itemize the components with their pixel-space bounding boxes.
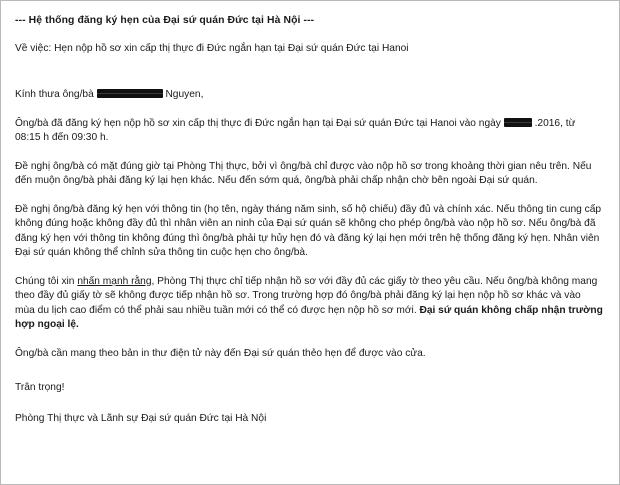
document-header: --- Hệ thống đăng ký hẹn của Đại sứ quán Đức tại Hà Nội ---: [15, 15, 315, 26]
emphasis-underlined-text: nhấn mạnh rằng: [77, 275, 152, 287]
bring-printout-paragraph: Ông/bà cần mang theo bản in thư điện tử này đến Đại sứ quán thẻo hẹn để được vào cửa.: [15, 347, 426, 359]
greeting-suffix: Nguyen,: [165, 89, 204, 101]
regards-line: Trân trọng!: [15, 382, 65, 394]
redacted-date-block: [504, 118, 532, 127]
punctuality-paragraph: Đề nghị ông/bà có mặt đúng giờ tại Phòng Thị thực, bởi vì ông/bà chỉ được vào nộp hồ sơ trong khoảng thời gian nêu trên. Nếu đến muộn ông/bà phải đăng ký lại hẹn khác. Nếu đến sớm quá, ông/bà phải chấp nhận chờ bên ngoài Đại sứ quán.: [15, 160, 592, 187]
greeting-line: [15, 88, 603, 102]
appointment-paragraph: [15, 117, 603, 146]
document-subject: Về việc: Hẹn nộp hồ sơ xin cấp thị thực đi Đức ngắn hạn tại Đại sứ quán Đức tại Hanoi: [15, 42, 409, 54]
appointment-text-end: .2016, từ 08:15 h đến 09:30 h.: [15, 117, 576, 144]
data-accuracy-paragraph: Đề nghị ông/bà đăng ký hẹn với thông tin (họ tên, ngày tháng năm sinh, số hộ chiếu) đầy đủ và chính xác. Nếu thông tin cung cấp không đúng hoặc không đầy đủ thì nhân viên an ninh của Đại sứ quán sẽ không cho phép ông/bà vào nộp hồ sơ. Nếu ông/bà đã đăng ký hẹn với thông tin không đúng thì ông/bà phải tự hủy hẹn đó và đăng ký lại hẹn mới trên hệ thống đăng ký hẹn. Nhân viên Đại sứ quán không thể chỉnh sửa thông tin cuộc hẹn cho ông/bà.: [15, 203, 602, 259]
redacted-name-block: [97, 89, 163, 98]
appointment-text-start: Ông/bà đã đăng ký hẹn nộp hồ sơ xin cấp thị thực đi Đức ngắn hạn tại Đại sứ quán Đức tại Hanoi vào ngày: [15, 117, 501, 129]
greeting-prefix: Kính thưa ông/bà: [15, 89, 94, 101]
signature-line: Phòng Thị thực và Lãnh sự Đại sứ quán Đức tại Hà Nội: [15, 412, 267, 424]
emphasis-bold-text: Đại sứ quán không chấp nhận trường hợp ngoại lệ.: [15, 304, 603, 331]
emphasis-paragraph: [15, 275, 603, 333]
emphasis-text-start: Chúng tôi xin: [15, 275, 75, 287]
emphasis-text-middle: , Phòng Thị thực chỉ tiếp nhận hồ sơ với đầy đủ các giấy tờ theo yêu cầu. Nếu ông/bà không mang theo đầy đủ giấy tờ sẽ không được tiếp nhận hồ sơ. Trong trường hợp đó ông/bà phải đăng ký lại hẹn nộp hồ sơ khác và vào mùa du lịch cao điểm có thể phải sau nhiều tuần mới có thể có được hẹn nộp hồ sơ mới.: [15, 275, 598, 316]
email-body: [1, 1, 619, 484]
